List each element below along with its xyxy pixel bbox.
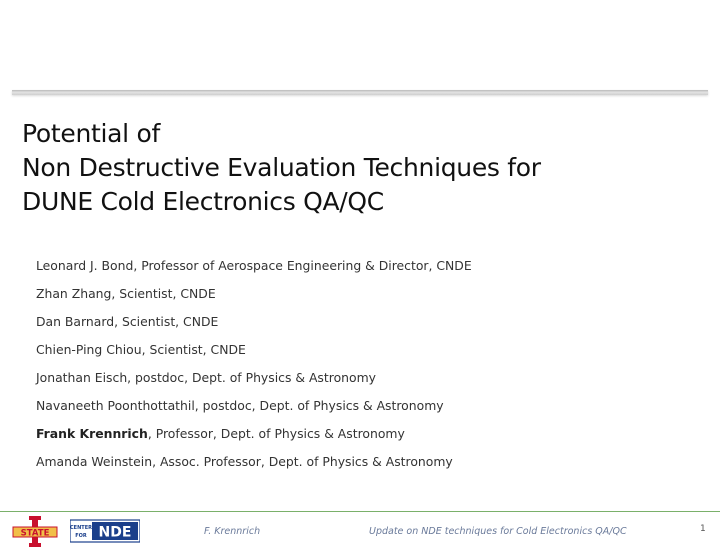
title-line-1: Potential of xyxy=(22,119,160,148)
author-item xyxy=(36,367,706,395)
svg-text:FOR: FOR xyxy=(75,533,87,539)
slide-title xyxy=(22,117,702,219)
author-name: Navaneeth Poonthottathil xyxy=(36,398,195,413)
author-item xyxy=(36,339,706,367)
author-role: , Professor, Dept. of Physics & Astronomy xyxy=(147,426,405,441)
author-item xyxy=(36,283,706,311)
author-item xyxy=(36,423,706,451)
author-role: , postdoc, Dept. of Physics & Astronomy xyxy=(194,398,444,413)
author-list xyxy=(36,255,706,479)
title-line-3: DUNE Cold Electronics QA/QC xyxy=(22,187,384,216)
author-name: Dan Barnard xyxy=(36,314,115,329)
svg-text:CENTER: CENTER xyxy=(70,525,92,531)
author-role: , Scientist, CNDE xyxy=(111,286,216,301)
svg-text:STATE: STATE xyxy=(20,528,50,539)
author-role: , Professor of Aerospace Engineering & Director, CNDE xyxy=(133,258,472,273)
footer-talk-title: Update on NDE techniques for Cold Electronics QA/QC xyxy=(369,526,627,537)
author-name: Zhan Zhang xyxy=(36,286,112,301)
author-item xyxy=(36,395,706,423)
author-name: Leonard J. Bond xyxy=(36,258,134,273)
cnde-logo xyxy=(70,519,140,543)
author-role: , Scientist, CNDE xyxy=(114,314,219,329)
title-line-2: Non Destructive Evaluation Techniques for xyxy=(22,153,541,182)
footer-author: F. Krennrich xyxy=(204,526,261,537)
iowa-state-logo xyxy=(12,516,58,548)
author-role: , postdoc, Dept. of Physics & Astronomy xyxy=(127,370,376,385)
author-role: , Assoc. Professor, Dept. of Physics & Astronomy xyxy=(152,454,453,469)
svg-text:NDE: NDE xyxy=(98,524,132,541)
author-item xyxy=(36,311,706,339)
author-role: , Scientist, CNDE xyxy=(141,342,246,357)
author-item xyxy=(36,255,706,283)
author-name: Chien-Ping Chiou xyxy=(36,342,142,357)
author-name: Jonathan Eisch xyxy=(36,370,128,385)
footer-divider xyxy=(0,511,720,512)
page-number: 1 xyxy=(700,524,706,534)
header-divider xyxy=(12,90,708,95)
author-name-bold: Frank Krennrich xyxy=(36,426,148,441)
author-name: Amanda Weinstein xyxy=(36,454,153,469)
author-item xyxy=(36,451,706,479)
